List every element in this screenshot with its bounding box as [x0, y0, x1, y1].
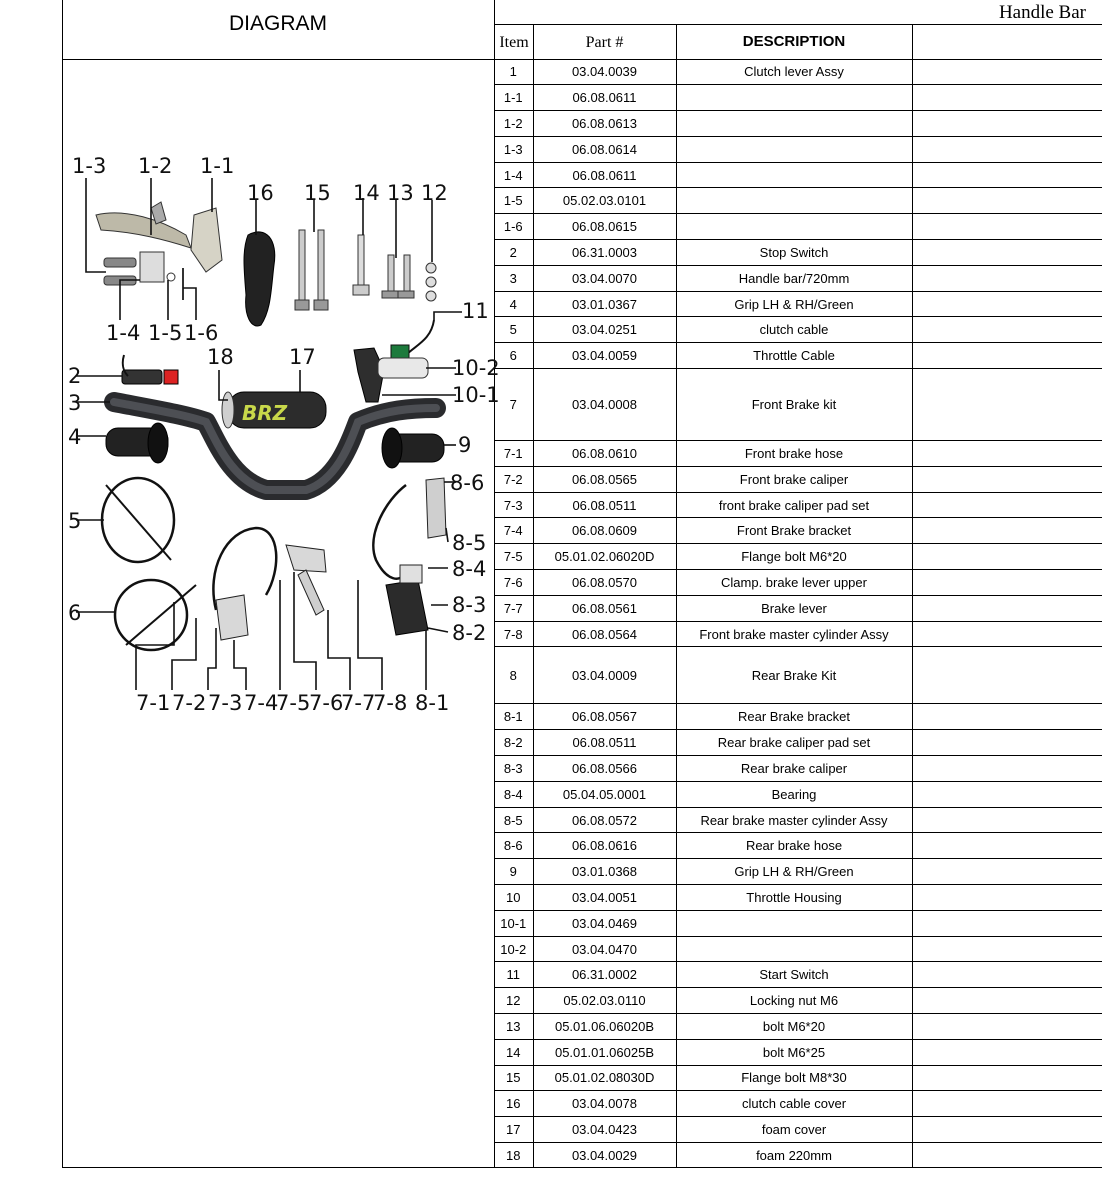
- description-cell: [676, 162, 912, 188]
- description-cell: Front brake master cylinder Assy: [676, 621, 912, 647]
- table-row: [494, 265, 1102, 291]
- part-number-cell: 06.08.0572: [533, 807, 676, 833]
- callout-8-5: 8-5: [452, 531, 487, 555]
- callout-12: 12: [421, 181, 448, 205]
- description-cell: Front Brake bracket: [676, 518, 912, 544]
- table-row: [494, 1065, 1102, 1091]
- blank-cell: [912, 730, 1102, 756]
- table-row: [494, 936, 1102, 962]
- item-cell: 4: [494, 291, 533, 317]
- part-number-cell: 05.02.03.0101: [533, 188, 676, 214]
- table-row: [494, 441, 1102, 467]
- clutch-cable-cover: [244, 232, 275, 326]
- callout-11: 11: [462, 299, 489, 323]
- part-number-cell: 06.08.0614: [533, 136, 676, 162]
- throttle-cable: [115, 580, 196, 650]
- callout-13: 13: [387, 181, 414, 205]
- blank-cell: [912, 962, 1102, 988]
- foam-logo-text: BRZ: [242, 401, 288, 425]
- grip-left: [106, 423, 168, 463]
- callout-1-3: 1-3: [72, 154, 107, 178]
- blank-cell: [912, 859, 1102, 885]
- table-row: [494, 214, 1102, 240]
- callout-7-7: 7-7: [341, 691, 376, 715]
- description-cell: Bearing: [676, 781, 912, 807]
- description-cell: bolt M6*25: [676, 1039, 912, 1065]
- callout-5: 5: [68, 509, 82, 533]
- part-number-cell: 06.08.0613: [533, 111, 676, 137]
- part-number-cell: 03.01.0367: [533, 291, 676, 317]
- exploded-parts-diagram: [66, 140, 500, 720]
- part-number-cell: 06.08.0511: [533, 730, 676, 756]
- table-row: [494, 59, 1102, 85]
- item-cell: 8-1: [494, 704, 533, 730]
- callout-8-1: 8-1: [415, 691, 450, 715]
- blank-cell: [912, 492, 1102, 518]
- description-cell: Clamp. brake lever upper: [676, 570, 912, 596]
- item-cell: 7-4: [494, 518, 533, 544]
- table-row: [494, 781, 1102, 807]
- clutch-lever-assy: [96, 202, 222, 300]
- foam-cover: [222, 392, 326, 428]
- callout-6: 6: [68, 601, 82, 625]
- description-cell: front brake caliper pad set: [676, 492, 912, 518]
- part-number-cell: 03.04.0039: [533, 59, 676, 85]
- start-switch: [391, 320, 434, 359]
- part-number-cell: 06.08.0564: [533, 621, 676, 647]
- table-row: [494, 1142, 1102, 1168]
- front-brake-kit: [213, 528, 326, 640]
- parts-table: [494, 59, 1102, 1168]
- description-cell: foam cover: [676, 1117, 912, 1143]
- item-cell: 1-5: [494, 188, 533, 214]
- table-row: [494, 544, 1102, 570]
- blank-cell: [912, 647, 1102, 704]
- table-row: [494, 704, 1102, 730]
- item-cell: 17: [494, 1117, 533, 1143]
- part-number-cell: 05.01.01.06025B: [533, 1039, 676, 1065]
- description-cell: Stop Switch: [676, 240, 912, 266]
- table-row: [494, 1117, 1102, 1143]
- callout-7-8: 7-8: [373, 691, 408, 715]
- part-number-cell: 03.04.0251: [533, 317, 676, 343]
- callout-2: 2: [68, 364, 82, 388]
- callout-9: 9: [458, 433, 472, 457]
- item-cell: 7-7: [494, 595, 533, 621]
- blank-cell: [912, 59, 1102, 85]
- part-number-cell: 03.04.0008: [533, 369, 676, 441]
- callout-7-3: 7-3: [208, 691, 243, 715]
- description-cell: clutch cable cover: [676, 1091, 912, 1117]
- blank-cell: [912, 936, 1102, 962]
- item-cell: 1: [494, 59, 533, 85]
- item-cell: 1-1: [494, 85, 533, 111]
- blank-cell: [912, 544, 1102, 570]
- table-row: [494, 570, 1102, 596]
- blank-cell: [912, 704, 1102, 730]
- column-header-item: Item: [499, 34, 529, 51]
- description-cell: Locking nut M6: [676, 988, 912, 1014]
- description-cell: Rear brake master cylinder Assy: [676, 807, 912, 833]
- table-row: [494, 518, 1102, 544]
- callout-4: 4: [68, 425, 82, 449]
- diagram-title: DIAGRAM: [228, 12, 327, 35]
- part-number-cell: 03.04.0470: [533, 936, 676, 962]
- callout-7-2: 7-2: [172, 691, 207, 715]
- table-row: [494, 466, 1102, 492]
- part-number-cell: 06.08.0610: [533, 441, 676, 467]
- callout-8-2: 8-2: [452, 621, 487, 645]
- blank-cell: [912, 621, 1102, 647]
- table-row: [494, 807, 1102, 833]
- blank-cell: [912, 214, 1102, 240]
- description-cell: clutch cable: [676, 317, 912, 343]
- item-cell: 7-1: [494, 441, 533, 467]
- blank-cell: [912, 910, 1102, 936]
- blank-cell: [912, 441, 1102, 467]
- description-cell: Flange bolt M6*20: [676, 544, 912, 570]
- part-number-cell: 03.01.0368: [533, 859, 676, 885]
- blank-cell: [912, 291, 1102, 317]
- table-row: [494, 1039, 1102, 1065]
- callout-15: 15: [304, 181, 331, 205]
- table-row: [494, 162, 1102, 188]
- grip-right: [382, 428, 444, 468]
- callout-16: 16: [247, 181, 274, 205]
- table-row: [494, 988, 1102, 1014]
- table-row: [494, 756, 1102, 782]
- callout-1-6: 1-6: [184, 321, 219, 345]
- description-cell: [676, 188, 912, 214]
- part-number-cell: 03.04.0059: [533, 343, 676, 369]
- callout-8-6: 8-6: [450, 471, 485, 495]
- callout-18: 18: [207, 345, 234, 369]
- item-cell: 8-4: [494, 781, 533, 807]
- callout-3: 3: [68, 391, 82, 415]
- part-number-cell: 05.01.06.06020B: [533, 1014, 676, 1040]
- column-header-part: Part #: [585, 34, 624, 51]
- diagram-header-rule: [62, 59, 494, 60]
- item-cell: 1-6: [494, 214, 533, 240]
- blank-cell: [912, 188, 1102, 214]
- blank-cell: [912, 988, 1102, 1014]
- blank-cell: [912, 1117, 1102, 1143]
- blank-cell: [912, 369, 1102, 441]
- table-row: [494, 1014, 1102, 1040]
- header-col-sep-3: [912, 24, 913, 59]
- part-number-cell: 06.31.0003: [533, 240, 676, 266]
- part-number-cell: 03.04.0469: [533, 910, 676, 936]
- table-row: [494, 833, 1102, 859]
- part-number-cell: 05.01.02.08030D: [533, 1065, 676, 1091]
- table-row: [494, 910, 1102, 936]
- blank-cell: [912, 1065, 1102, 1091]
- blank-cell: [912, 1039, 1102, 1065]
- table-row: [494, 595, 1102, 621]
- table-row: [494, 859, 1102, 885]
- callout-1-1: 1-1: [200, 154, 235, 178]
- blank-cell: [912, 111, 1102, 137]
- description-cell: Brake lever: [676, 595, 912, 621]
- table-row: [494, 962, 1102, 988]
- item-cell: 9: [494, 859, 533, 885]
- part-number-cell: 06.08.0609: [533, 518, 676, 544]
- part-number-cell: 05.02.03.0110: [533, 988, 676, 1014]
- callout-10-1: 10-1: [452, 383, 500, 407]
- callout-8-3: 8-3: [452, 593, 487, 617]
- item-cell: 7-6: [494, 570, 533, 596]
- item-cell: 6: [494, 343, 533, 369]
- table-row: [494, 647, 1102, 704]
- part-number-cell: 05.01.02.06020D: [533, 544, 676, 570]
- table-row: [494, 730, 1102, 756]
- item-cell: 10-2: [494, 936, 533, 962]
- part-number-cell: 03.04.0029: [533, 1142, 676, 1168]
- blank-cell: [912, 240, 1102, 266]
- blank-cell: [912, 265, 1102, 291]
- item-cell: 7-2: [494, 466, 533, 492]
- description-cell: Flange bolt M8*30: [676, 1065, 912, 1091]
- rear-brake-kit: [373, 478, 446, 635]
- description-cell: Throttle Housing: [676, 885, 912, 911]
- part-number-cell: 06.08.0561: [533, 595, 676, 621]
- bolt-m6x25: [353, 235, 369, 295]
- table-row: [494, 343, 1102, 369]
- description-cell: foam 220mm: [676, 1142, 912, 1168]
- description-cell: Grip LH & RH/Green: [676, 859, 912, 885]
- callout-7-1: 7-1: [136, 691, 171, 715]
- item-cell: 8: [494, 647, 533, 704]
- item-cell: 8-5: [494, 807, 533, 833]
- part-number-cell: 06.08.0616: [533, 833, 676, 859]
- description-cell: Clutch lever Assy: [676, 59, 912, 85]
- description-cell: [676, 214, 912, 240]
- blank-cell: [912, 518, 1102, 544]
- table-row: [494, 492, 1102, 518]
- table-row: [494, 317, 1102, 343]
- callout-10-2: 10-2: [452, 356, 500, 380]
- blank-cell: [912, 807, 1102, 833]
- description-cell: Front brake hose: [676, 441, 912, 467]
- table-row: [494, 136, 1102, 162]
- item-cell: 2: [494, 240, 533, 266]
- model-title: Handle Bar: [998, 2, 1086, 23]
- callout-17: 17: [289, 345, 316, 369]
- item-cell: 8-2: [494, 730, 533, 756]
- item-cell: 7-8: [494, 621, 533, 647]
- part-number-cell: 03.04.0078: [533, 1091, 676, 1117]
- description-cell: [676, 111, 912, 137]
- flange-bolts: [295, 230, 328, 310]
- part-number-cell: 06.08.0566: [533, 756, 676, 782]
- blank-cell: [912, 466, 1102, 492]
- table-row: [494, 885, 1102, 911]
- parts-table-body: [494, 59, 1102, 1168]
- item-cell: 8-6: [494, 833, 533, 859]
- item-cell: 10: [494, 885, 533, 911]
- callout-8-4: 8-4: [452, 557, 487, 581]
- part-number-cell: 06.31.0002: [533, 962, 676, 988]
- blank-cell: [912, 833, 1102, 859]
- description-cell: bolt M6*20: [676, 1014, 912, 1040]
- blank-cell: [912, 1142, 1102, 1168]
- item-cell: 7-3: [494, 492, 533, 518]
- part-number-cell: 06.08.0567: [533, 704, 676, 730]
- item-cell: 1-4: [494, 162, 533, 188]
- description-cell: Front brake caliper: [676, 466, 912, 492]
- item-cell: 14: [494, 1039, 533, 1065]
- callout-1-2: 1-2: [138, 154, 173, 178]
- callout-7-5: 7-5: [276, 691, 311, 715]
- item-cell: 7: [494, 369, 533, 441]
- blank-cell: [912, 317, 1102, 343]
- callout-14: 14: [353, 181, 380, 205]
- description-cell: Front Brake kit: [676, 369, 912, 441]
- item-cell: 1-3: [494, 136, 533, 162]
- blank-cell: [912, 570, 1102, 596]
- item-cell: 5: [494, 317, 533, 343]
- blank-cell: [912, 1091, 1102, 1117]
- blank-cell: [912, 885, 1102, 911]
- item-cell: 3: [494, 265, 533, 291]
- item-cell: 11: [494, 962, 533, 988]
- clutch-cable: [102, 478, 174, 562]
- part-number-cell: 05.04.05.0001: [533, 781, 676, 807]
- callout-1-4: 1-4: [106, 321, 141, 345]
- description-cell: [676, 136, 912, 162]
- column-header-description: DESCRIPTION: [742, 33, 846, 50]
- part-number-cell: 03.04.0009: [533, 647, 676, 704]
- item-cell: 16: [494, 1091, 533, 1117]
- part-number-cell: 03.04.0070: [533, 265, 676, 291]
- blank-cell: [912, 1014, 1102, 1040]
- blank-cell: [912, 343, 1102, 369]
- table-row: [494, 291, 1102, 317]
- blank-cell: [912, 162, 1102, 188]
- table-row: [494, 621, 1102, 647]
- table-row: [494, 85, 1102, 111]
- part-number-cell: 03.04.0423: [533, 1117, 676, 1143]
- description-cell: Throttle Cable: [676, 343, 912, 369]
- table-row: [494, 369, 1102, 441]
- description-cell: Handle bar/720mm: [676, 265, 912, 291]
- description-cell: Grip LH & RH/Green: [676, 291, 912, 317]
- item-cell: 15: [494, 1065, 533, 1091]
- description-cell: [676, 936, 912, 962]
- blank-cell: [912, 595, 1102, 621]
- blank-cell: [912, 136, 1102, 162]
- table-row: [494, 111, 1102, 137]
- item-cell: 10-1: [494, 910, 533, 936]
- callout-1-5: 1-5: [148, 321, 183, 345]
- part-number-cell: 06.08.0511: [533, 492, 676, 518]
- bolts-m6x20: [382, 255, 414, 298]
- description-cell: Start Switch: [676, 962, 912, 988]
- part-number-cell: 06.08.0570: [533, 570, 676, 596]
- description-cell: Rear brake hose: [676, 833, 912, 859]
- blank-cell: [912, 781, 1102, 807]
- item-cell: 8-3: [494, 756, 533, 782]
- item-cell: 12: [494, 988, 533, 1014]
- table-row: [494, 240, 1102, 266]
- description-cell: Rear brake caliper: [676, 756, 912, 782]
- description-cell: Rear brake caliper pad set: [676, 730, 912, 756]
- description-cell: [676, 910, 912, 936]
- part-number-cell: 06.08.0615: [533, 214, 676, 240]
- description-cell: Rear Brake Kit: [676, 647, 912, 704]
- table-row: [494, 188, 1102, 214]
- item-cell: 1-2: [494, 111, 533, 137]
- description-cell: [676, 85, 912, 111]
- sheet-left-border: [62, 0, 63, 1168]
- blank-cell: [912, 756, 1102, 782]
- part-number-cell: 06.08.0611: [533, 162, 676, 188]
- part-number-cell: 06.08.0611: [533, 85, 676, 111]
- stop-switch: [122, 355, 178, 384]
- description-cell: Rear Brake bracket: [676, 704, 912, 730]
- callout-7-4: 7-4: [244, 691, 279, 715]
- item-cell: 13: [494, 1014, 533, 1040]
- item-cell: 18: [494, 1142, 533, 1168]
- part-number-cell: 03.04.0051: [533, 885, 676, 911]
- blank-cell: [912, 85, 1102, 111]
- part-number-cell: 06.08.0565: [533, 466, 676, 492]
- callout-7-6: 7-6: [309, 691, 344, 715]
- table-row: [494, 1091, 1102, 1117]
- item-cell: 7-5: [494, 544, 533, 570]
- locking-nuts: [426, 263, 436, 301]
